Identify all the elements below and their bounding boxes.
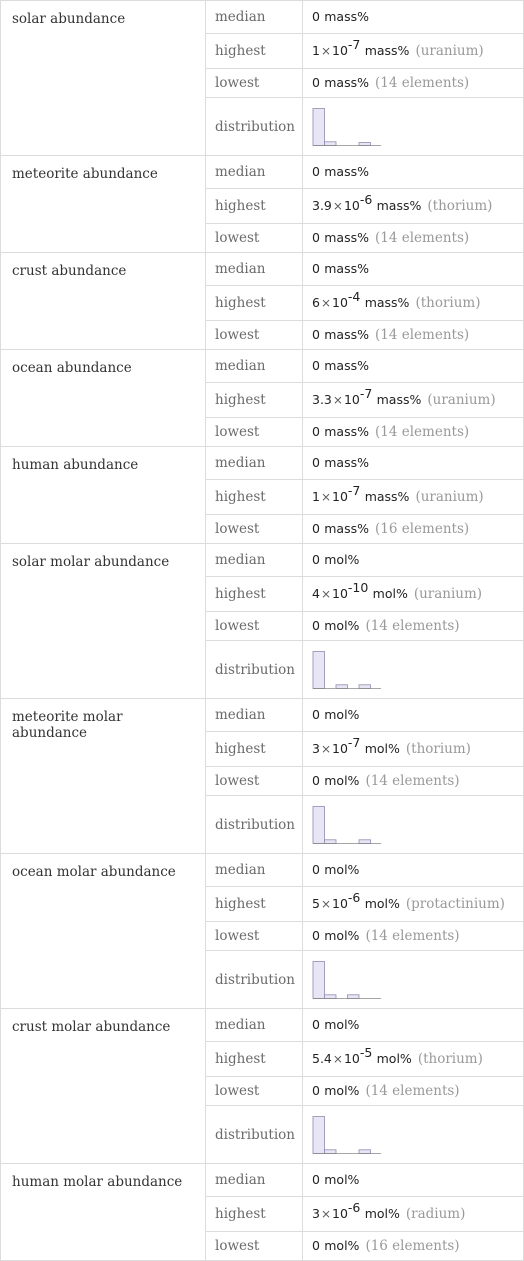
- element-note: (radium): [405, 1206, 466, 1222]
- distribution-histogram: [312, 107, 382, 147]
- power-base: 10: [332, 489, 348, 504]
- distribution-histogram: [312, 960, 382, 1000]
- value: 0: [312, 1172, 320, 1187]
- power-base: 10: [343, 198, 360, 213]
- mantissa: 3: [312, 741, 320, 756]
- unit: mol%: [324, 552, 360, 567]
- property-label: ocean molar abundance: [1, 854, 206, 1009]
- stat-value: [303, 796, 524, 854]
- stat-value: [303, 350, 524, 383]
- stat-label: highest: [206, 1197, 303, 1232]
- unit: mass%: [324, 521, 369, 536]
- value: 0: [312, 552, 320, 567]
- stat-value: [303, 922, 524, 951]
- stat-value: [303, 1077, 524, 1106]
- stat-label: lowest: [206, 767, 303, 796]
- mantissa: 1: [312, 489, 320, 504]
- times-symbol: ×: [332, 1052, 343, 1066]
- property-label: meteorite molar abundance: [1, 699, 206, 854]
- times-symbol: ×: [332, 393, 343, 407]
- table-row: [1, 253, 524, 286]
- mantissa: 3: [312, 1206, 320, 1221]
- stat-label: highest: [206, 286, 303, 321]
- element-note: (uranium): [415, 43, 484, 59]
- stat-value: [303, 253, 524, 286]
- stat-value: [303, 383, 524, 418]
- unit: mass%: [324, 9, 369, 24]
- stat-value: [303, 732, 524, 767]
- power-base: 10: [343, 1051, 360, 1066]
- stat-value: [303, 577, 524, 612]
- value: 0: [312, 521, 320, 536]
- times-symbol: ×: [320, 490, 332, 504]
- stat-value: [303, 1042, 524, 1077]
- table-row: [1, 1, 524, 34]
- unit: mass%: [324, 455, 369, 470]
- mantissa: 6: [312, 295, 320, 310]
- stat-value: [303, 515, 524, 544]
- power-base: 10: [332, 586, 348, 601]
- element-note: (thorium): [427, 198, 493, 214]
- stat-label: median: [206, 447, 303, 480]
- stat-label: median: [206, 350, 303, 383]
- value: 0: [312, 862, 320, 877]
- stat-value: [303, 544, 524, 577]
- unit: mass%: [364, 43, 410, 58]
- stat-label: lowest: [206, 612, 303, 641]
- unit: mol%: [324, 1238, 360, 1253]
- exponent: -7: [359, 386, 373, 401]
- mantissa: 5: [312, 896, 320, 911]
- element-note: (16 elements): [375, 521, 470, 537]
- element-note: (16 elements): [365, 1238, 460, 1254]
- histogram-bar: [313, 651, 325, 688]
- unit: mass%: [324, 327, 369, 342]
- histogram-bar: [325, 141, 337, 145]
- unit: mol%: [372, 586, 408, 601]
- stat-label: highest: [206, 1042, 303, 1077]
- stat-value: [303, 1164, 524, 1197]
- value: 0: [312, 618, 320, 633]
- unit: mass%: [324, 230, 369, 245]
- histogram-bar: [313, 806, 325, 843]
- property-label: solar molar abundance: [1, 544, 206, 699]
- unit: mol%: [364, 896, 400, 911]
- times-symbol: ×: [320, 897, 332, 911]
- stat-value: [303, 321, 524, 350]
- stat-label: lowest: [206, 321, 303, 350]
- times-symbol: ×: [320, 44, 332, 58]
- stat-value: [303, 447, 524, 480]
- distribution-histogram: [312, 1115, 382, 1155]
- stat-label: highest: [206, 383, 303, 418]
- histogram-bar: [325, 1149, 337, 1153]
- table-row: [1, 1164, 524, 1197]
- value: 0: [312, 455, 320, 470]
- stat-label: lowest: [206, 1232, 303, 1261]
- value: 0: [312, 1083, 320, 1098]
- unit: mol%: [324, 862, 360, 877]
- element-note: (14 elements): [365, 1083, 460, 1099]
- table-row: [1, 350, 524, 383]
- exponent: -7: [347, 483, 361, 498]
- exponent: -10: [347, 580, 369, 595]
- stat-value: [303, 69, 524, 98]
- value: 0: [312, 1238, 320, 1253]
- stat-value: [303, 1009, 524, 1042]
- stat-label: median: [206, 854, 303, 887]
- value: 0: [312, 424, 320, 439]
- times-symbol: ×: [332, 199, 343, 213]
- histogram-bar: [359, 142, 371, 145]
- stat-label: median: [206, 156, 303, 189]
- element-note: (14 elements): [365, 618, 460, 634]
- stat-label: lowest: [206, 224, 303, 253]
- element-note: (14 elements): [365, 773, 460, 789]
- table-row: [1, 1009, 524, 1042]
- table-row: [1, 544, 524, 577]
- stat-value: [303, 854, 524, 887]
- stat-value: [303, 699, 524, 732]
- stat-label: distribution: [206, 98, 303, 156]
- stat-value: [303, 1197, 524, 1232]
- unit: mol%: [324, 1083, 360, 1098]
- exponent: -7: [347, 37, 361, 52]
- element-note: (thorium): [415, 295, 481, 311]
- histogram-bar: [313, 1116, 325, 1153]
- value: 0: [312, 164, 320, 179]
- power-base: 10: [332, 1206, 348, 1221]
- exponent: -7: [347, 735, 361, 750]
- unit: mol%: [324, 1172, 360, 1187]
- exponent: -5: [359, 1045, 373, 1060]
- element-note: (14 elements): [375, 424, 470, 440]
- table-row: [1, 447, 524, 480]
- value: 0: [312, 9, 320, 24]
- property-label: crust abundance: [1, 253, 206, 350]
- unit: mol%: [364, 741, 400, 756]
- unit: mass%: [324, 75, 369, 90]
- stat-value: [303, 612, 524, 641]
- element-note: (protactinium): [405, 896, 505, 912]
- stat-label: distribution: [206, 951, 303, 1009]
- distribution-histogram: [312, 805, 382, 845]
- value: 0: [312, 707, 320, 722]
- stat-label: highest: [206, 34, 303, 69]
- value: 0: [312, 230, 320, 245]
- stat-label: highest: [206, 732, 303, 767]
- power-base: 10: [343, 392, 360, 407]
- power-base: 10: [332, 43, 348, 58]
- stat-value: [303, 286, 524, 321]
- histogram-bar: [359, 684, 371, 688]
- stat-value: [303, 641, 524, 699]
- property-label: human molar abundance: [1, 1164, 206, 1261]
- value: 0: [312, 773, 320, 788]
- property-label: meteorite abundance: [1, 156, 206, 253]
- property-label: human abundance: [1, 447, 206, 544]
- table-row: [1, 699, 524, 732]
- stat-value: [303, 224, 524, 253]
- element-note: (thorium): [417, 1051, 483, 1067]
- times-symbol: ×: [320, 742, 332, 756]
- histogram-bar: [359, 839, 371, 843]
- stat-label: lowest: [206, 515, 303, 544]
- stat-value: [303, 480, 524, 515]
- unit: mol%: [324, 773, 360, 788]
- unit: mass%: [364, 295, 410, 310]
- stat-label: distribution: [206, 641, 303, 699]
- unit: mol%: [324, 1017, 360, 1032]
- exponent: -6: [359, 192, 373, 207]
- element-note: (uranium): [415, 489, 484, 505]
- stat-label: median: [206, 253, 303, 286]
- times-symbol: ×: [320, 1207, 332, 1221]
- mantissa: 5.4: [312, 1051, 332, 1066]
- value: 0: [312, 1017, 320, 1032]
- element-note: (uranium): [427, 392, 496, 408]
- mantissa: 1: [312, 43, 320, 58]
- unit: mass%: [376, 198, 422, 213]
- stat-value: [303, 98, 524, 156]
- power-base: 10: [332, 741, 348, 756]
- element-note: (14 elements): [365, 928, 460, 944]
- stat-value: [303, 951, 524, 1009]
- value: 0: [312, 327, 320, 342]
- stat-label: median: [206, 1009, 303, 1042]
- histogram-bar: [348, 994, 360, 998]
- stat-label: highest: [206, 480, 303, 515]
- stat-label: highest: [206, 577, 303, 612]
- exponent: -4: [347, 289, 361, 304]
- unit: mass%: [324, 261, 369, 276]
- mantissa: 3.3: [312, 392, 332, 407]
- stat-value: [303, 418, 524, 447]
- histogram-bar: [359, 1149, 371, 1153]
- stat-label: lowest: [206, 418, 303, 447]
- unit: mass%: [324, 164, 369, 179]
- mantissa: 3.9: [312, 198, 332, 213]
- stat-label: highest: [206, 189, 303, 224]
- unit: mol%: [364, 1206, 400, 1221]
- stat-value: [303, 34, 524, 69]
- property-label: ocean abundance: [1, 350, 206, 447]
- property-label: crust molar abundance: [1, 1009, 206, 1164]
- stat-label: median: [206, 699, 303, 732]
- mantissa: 4: [312, 586, 320, 601]
- unit: mol%: [376, 1051, 412, 1066]
- stat-label: lowest: [206, 69, 303, 98]
- element-note: (thorium): [405, 741, 471, 757]
- stat-label: highest: [206, 887, 303, 922]
- value: 0: [312, 261, 320, 276]
- stat-value: [303, 189, 524, 224]
- stat-label: lowest: [206, 1077, 303, 1106]
- property-label: solar abundance: [1, 1, 206, 156]
- table-row: [1, 854, 524, 887]
- value: 0: [312, 358, 320, 373]
- stat-value: [303, 767, 524, 796]
- stat-label: lowest: [206, 922, 303, 951]
- unit: mass%: [364, 489, 410, 504]
- exponent: -6: [347, 1200, 361, 1215]
- stat-value: [303, 1232, 524, 1261]
- histogram-bar: [313, 108, 325, 145]
- unit: mol%: [324, 618, 360, 633]
- histogram-bar: [336, 684, 348, 688]
- table-row: [1, 156, 524, 189]
- unit: mol%: [324, 707, 360, 722]
- unit: mass%: [324, 424, 369, 439]
- times-symbol: ×: [320, 587, 332, 601]
- element-note: (uranium): [413, 586, 483, 602]
- exponent: -6: [347, 890, 361, 905]
- stat-value: [303, 1106, 524, 1164]
- element-note: (14 elements): [375, 75, 470, 91]
- element-note: (14 elements): [375, 230, 470, 246]
- stat-value: [303, 1, 524, 34]
- value: 0: [312, 75, 320, 90]
- stat-value: [303, 887, 524, 922]
- stat-label: median: [206, 1164, 303, 1197]
- stat-label: median: [206, 544, 303, 577]
- histogram-bar: [313, 961, 325, 998]
- times-symbol: ×: [320, 296, 332, 310]
- power-base: 10: [332, 896, 348, 911]
- element-note: (14 elements): [375, 327, 470, 343]
- power-base: 10: [332, 295, 348, 310]
- histogram-bar: [325, 839, 337, 843]
- unit: mass%: [376, 392, 422, 407]
- unit: mol%: [324, 928, 360, 943]
- distribution-histogram: [312, 650, 382, 690]
- stat-label: median: [206, 1, 303, 34]
- stat-value: [303, 156, 524, 189]
- stat-label: distribution: [206, 796, 303, 854]
- stat-label: distribution: [206, 1106, 303, 1164]
- histogram-bar: [325, 994, 337, 998]
- unit: mass%: [324, 358, 369, 373]
- value: 0: [312, 928, 320, 943]
